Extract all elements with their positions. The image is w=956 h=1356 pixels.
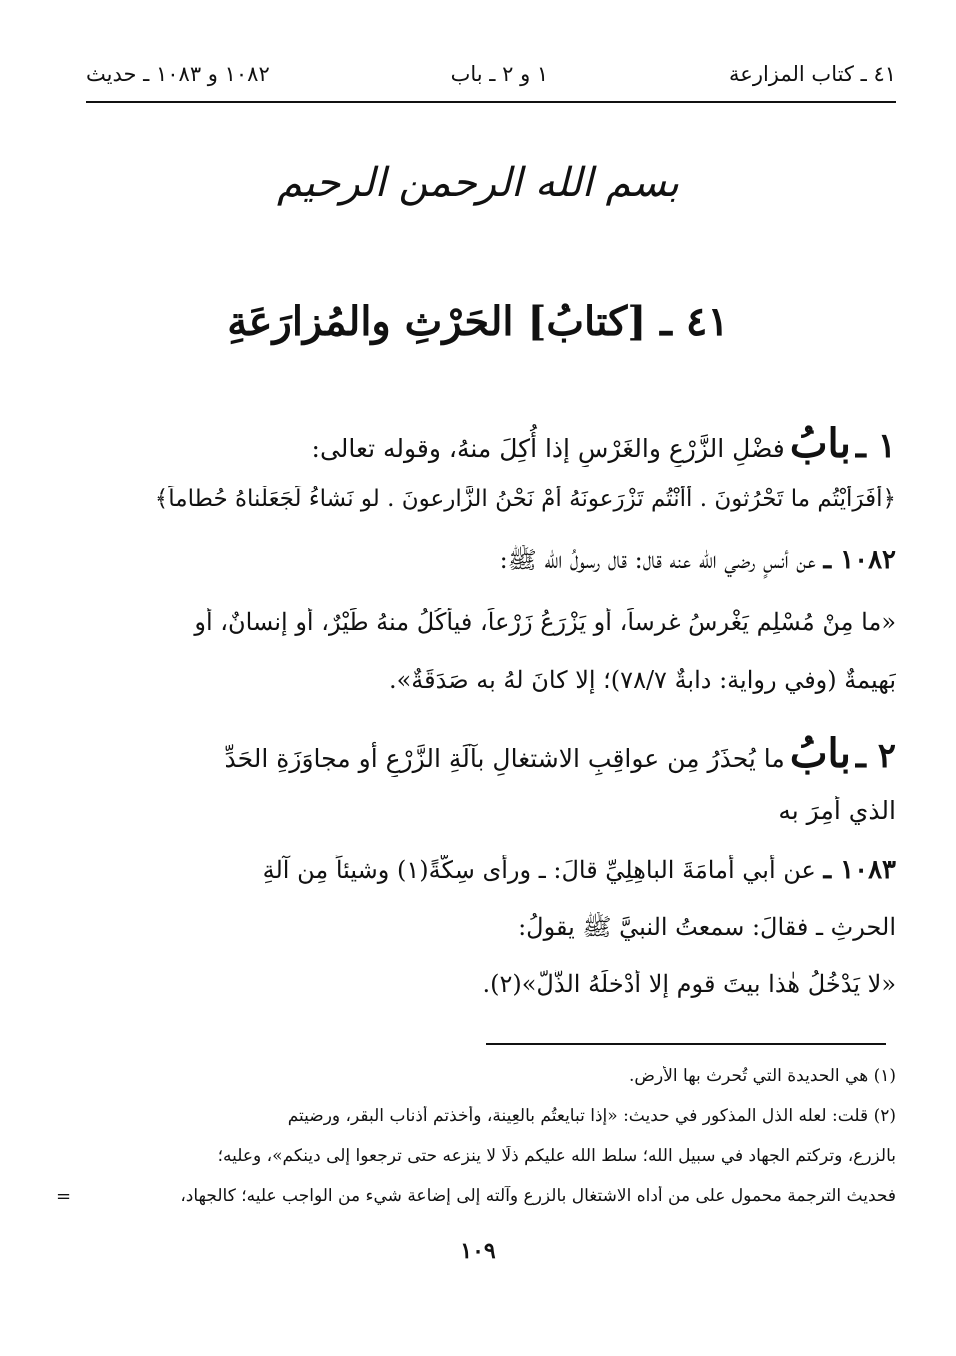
chapter2-title: ما يُحذَرُ مِن عواقِبِ الاشتغالِ بآلَةِ الزَّرْعِ أو مجاوَزَةِ الحَدِّ [224,744,785,773]
chapter2-number: ٢ ـ [855,736,896,776]
hadith1082-isnad-line [86,545,896,580]
footnote-2-line1: (٢) قلت: لعله الذل المذكور في حديث: «إذا تبايعتُم بالعِينة، وأخذتم أذناب البقر، ورضيتم [287,1106,896,1126]
chapter1-heading [86,420,896,467]
chapter1-title: فضْلِ الزَّرْعِ والغَرْسِ إذا أُكِلَ منهُ، وقوله تعالى: [311,434,785,463]
chapter1-quran-verse: ﴿أفَرَأيْتُم ما تَحْرُثونَ . أأنْتُم تَزْرَعونَهُ أمْ نَحْنُ الزَّارِعونَ . لو نَشاءُ لَجَعَلْناهُ حُطاماً﴾ [154,486,896,512]
hadith1083-line1 [86,855,896,885]
footnote-1: (١) هي الحديدة التي تُحرث بها الأرض. [629,1066,896,1086]
page-number: ١٠٩ [460,1238,496,1264]
hadith1083-number: ١٠٨٣ ـ [823,855,896,885]
hadith1082-isnad: عن أنسٍ رضي الله عنه قال: قال رسولُ الله ﷺ: [499,546,816,574]
basmala: بسم الله الرحمن الرحيم [276,160,680,206]
hadith1082-number: ١٠٨٢ ـ [823,545,896,575]
header-book-name: ٤١ ـ كتاب المزارعة [729,62,896,86]
chapter1-number: ١ ـ [855,426,896,466]
header-hadith-range: ١٠٨٢ و ١٠٨٣ ـ حديث [86,62,270,86]
footnote-2-line2: بالزرع، وتركتم الجهاد في سبيل الله؛ سلط الله عليكم ذلًا لا ينزعه حتى ترجعوا إلى دينكم»، وعليه؛ [217,1146,896,1166]
hadith1082-text-line1: «ما مِنْ مُسْلِمٍ يَغْرِسُ غرساً، أو يَزْرَعُ زَرْعاً، فيأْكُلُ منهُ طَيْرٌ، أو إنسانٌ، أو [194,608,896,636]
hadith1083-isnad: عن أبي أُمامَةَ الباهِلِيِّ قالَ: ـ ورأى سِكَّةً(١) وشيئاً مِن آلةِ [262,856,816,884]
hadith1083-line3: «لا يَدْخُلُ هٰذا بيتَ قومٍ إلا أَدْخلَهُ الذُّلُّ»(٢). [482,970,896,998]
header-divider [86,101,896,103]
continuation-mark: = [56,1186,72,1207]
book-title: ٤١ ـ [كتابُ] الحَرْثِ والمُزارَعَةِ [227,298,729,345]
footnote-2-line3: فحديث الترجمة محمول على من أداه الاشتغال بالزرع وآلته إلى إضاعة شيء من الواجب عليه؛ كالجهاد، [180,1186,896,1206]
hadith1083-line2: الحرثِ ـ فقالَ: سمعتُ النبيَّ ﷺ يقولُ: [518,913,896,941]
footnote-divider [486,1043,886,1045]
hadith1082-text-line2: بَهيمةٌ (وفي رواية: دابةٌ ٧٨/٧)؛ إلا كانَ لهُ به صَدَقَةٌ». [388,666,896,694]
chapter2-bab-word: بابُ [789,730,851,777]
running-header [86,56,896,92]
chapter2-title-cont: الذي أُمِرَ به [778,796,896,825]
chapter1-bab-word: بابُ [789,420,851,467]
chapter2-heading [86,730,896,777]
header-chapter-range: ١ و ٢ ـ باب [450,62,549,86]
